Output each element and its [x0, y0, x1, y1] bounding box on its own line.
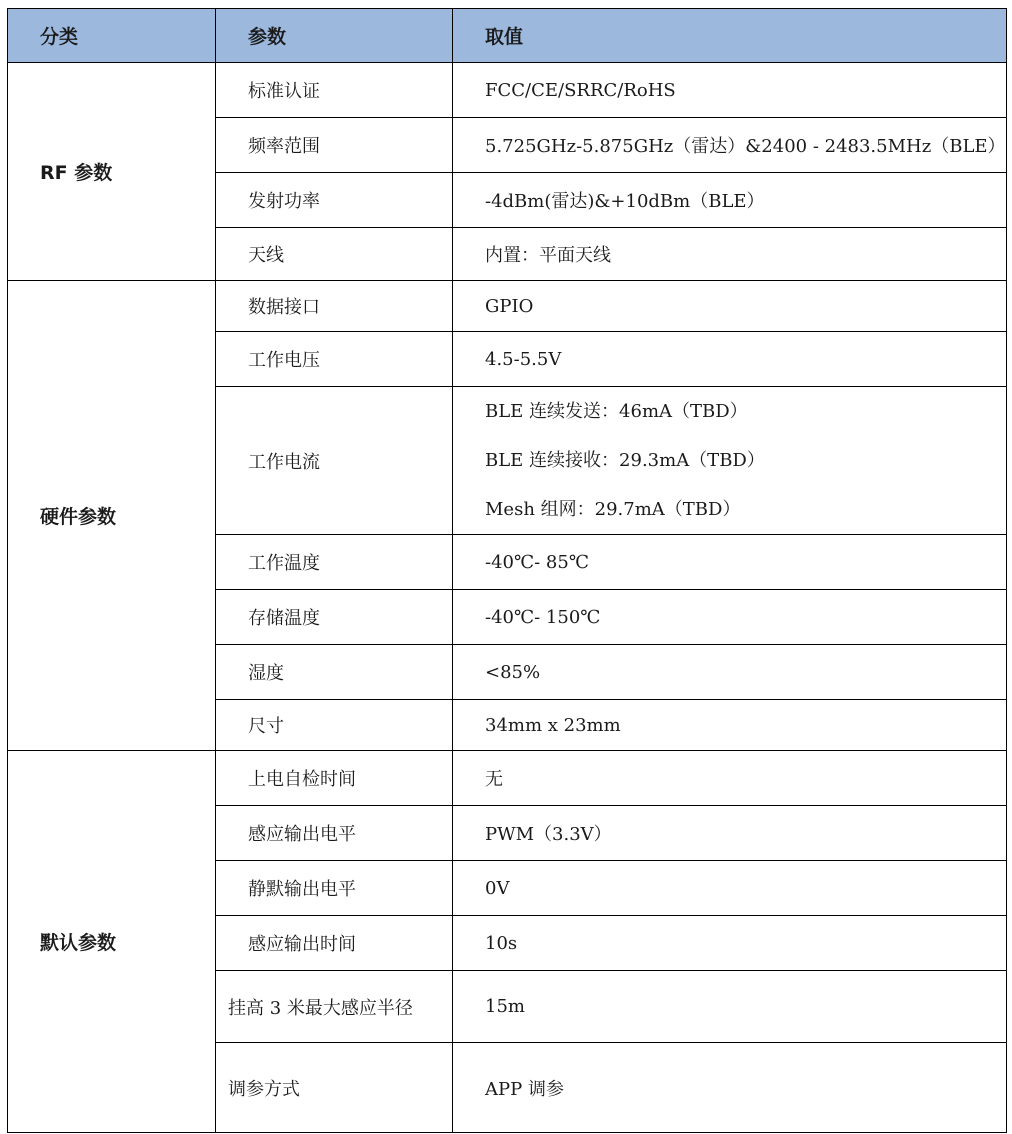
header-category: 分类: [8, 9, 216, 63]
param-value: 34mm x 23mm: [453, 700, 1007, 751]
param-value: -4dBm(雷达)&+10dBm（BLE）: [453, 173, 1007, 228]
param-label: 工作电压: [216, 332, 453, 387]
param-label: 挂高 3 米最大感应半径: [216, 971, 453, 1043]
param-label: 静默输出电平: [216, 861, 453, 916]
header-parameter: 参数: [216, 9, 453, 63]
param-label: 感应输出时间: [216, 916, 453, 971]
spec-table: [7, 8, 1007, 1133]
category-rf: RF 参数: [8, 63, 216, 281]
table-row: [8, 751, 1007, 806]
param-value-multi: [453, 387, 1007, 535]
param-value: -40℃- 150℃: [453, 590, 1007, 645]
param-value: 15m: [453, 971, 1007, 1043]
param-label: 湿度: [216, 645, 453, 700]
param-label: 数据接口: [216, 281, 453, 332]
param-label: 天线: [216, 228, 453, 281]
param-label: 感应输出电平: [216, 806, 453, 861]
param-label: 上电自检时间: [216, 751, 453, 806]
param-label: 尺寸: [216, 700, 453, 751]
param-value: 10s: [453, 916, 1007, 971]
category-hardware: 硬件参数: [8, 281, 216, 751]
value-line: BLE 连续发送：46mA（TBD）: [485, 401, 748, 422]
param-value: <85%: [453, 645, 1007, 700]
param-label: 频率范围: [216, 118, 453, 173]
param-value: GPIO: [453, 281, 1007, 332]
param-value: 4.5-5.5V: [453, 332, 1007, 387]
param-label: 工作电流: [216, 387, 453, 535]
param-value: -40℃- 85℃: [453, 535, 1007, 590]
value-line: BLE 连续接收：29.3mA（TBD）: [485, 450, 765, 471]
table-row: [8, 281, 1007, 332]
param-value: FCC/CE/SRRC/RoHS: [453, 63, 1007, 118]
header-row: [8, 9, 1007, 63]
param-label: 标准认证: [216, 63, 453, 118]
header-value: 取值: [453, 9, 1007, 63]
param-label: 调参方式: [216, 1043, 453, 1133]
param-value: 内置：平面天线: [453, 228, 1007, 281]
value-line: Mesh 组网：29.7mA（TBD）: [485, 499, 741, 520]
param-value: PWM（3.3V）: [453, 806, 1007, 861]
param-label: 存储温度: [216, 590, 453, 645]
param-value: APP 调参: [453, 1043, 1007, 1133]
table-row: [8, 63, 1007, 118]
param-label: 工作温度: [216, 535, 453, 590]
param-value: 5.725GHz-5.875GHz（雷达）&2400 - 2483.5MHz（BLE）: [453, 118, 1007, 173]
param-value: 0V: [453, 861, 1007, 916]
category-default: 默认参数: [8, 751, 216, 1133]
param-label: 发射功率: [216, 173, 453, 228]
param-value: 无: [453, 751, 1007, 806]
